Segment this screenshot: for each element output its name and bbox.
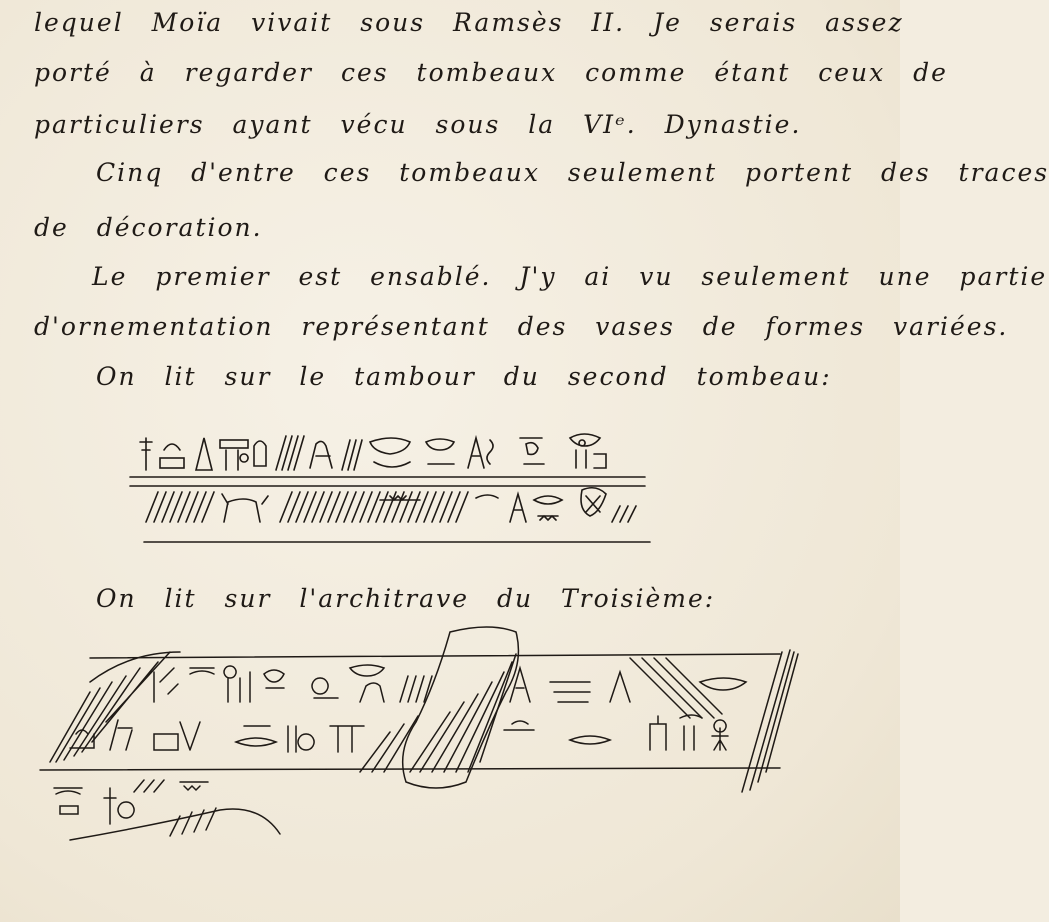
central-broken-mass: [360, 627, 518, 788]
tambour-caption: On lit sur le tambour du second tombeau:: [96, 362, 832, 391]
text-line-6: Le premier est ensablé. J'y ai vu seulement une partie: [92, 262, 1048, 291]
architrave-inscription-figure: [30, 622, 820, 852]
left-damage-hatching: [50, 652, 180, 762]
lower-register-glyphs: [146, 488, 636, 522]
text-line-2: porté à regarder ces tombeaux comme étant ceux de: [34, 58, 948, 87]
text-line-1: lequel Moïa vivait sous Ramsès II. Je serais assez: [34, 8, 904, 37]
text-line-7: d'ornementation représentant des vases de formes variées.: [34, 312, 1009, 341]
architrave-top-line: [90, 654, 780, 658]
text-line-4: Cinq d'entre ces tombeaux seulement portent des traces: [96, 158, 1049, 187]
architrave-caption: On lit sur l'architrave du Troisième:: [96, 584, 716, 613]
lower-fragment-glyphs: [54, 780, 280, 840]
right-damage-hatching: [630, 650, 798, 792]
architrave-upper-glyphs: [154, 665, 746, 702]
text-line-3: particuliers ayant vécu sous la VIᵉ. Dynastie.: [34, 110, 802, 139]
architrave-bottom-line: [40, 768, 780, 770]
tambour-inscription-figure: [130, 420, 660, 550]
upper-register-glyphs: [140, 434, 606, 470]
text-line-5: de décoration.: [34, 213, 263, 242]
